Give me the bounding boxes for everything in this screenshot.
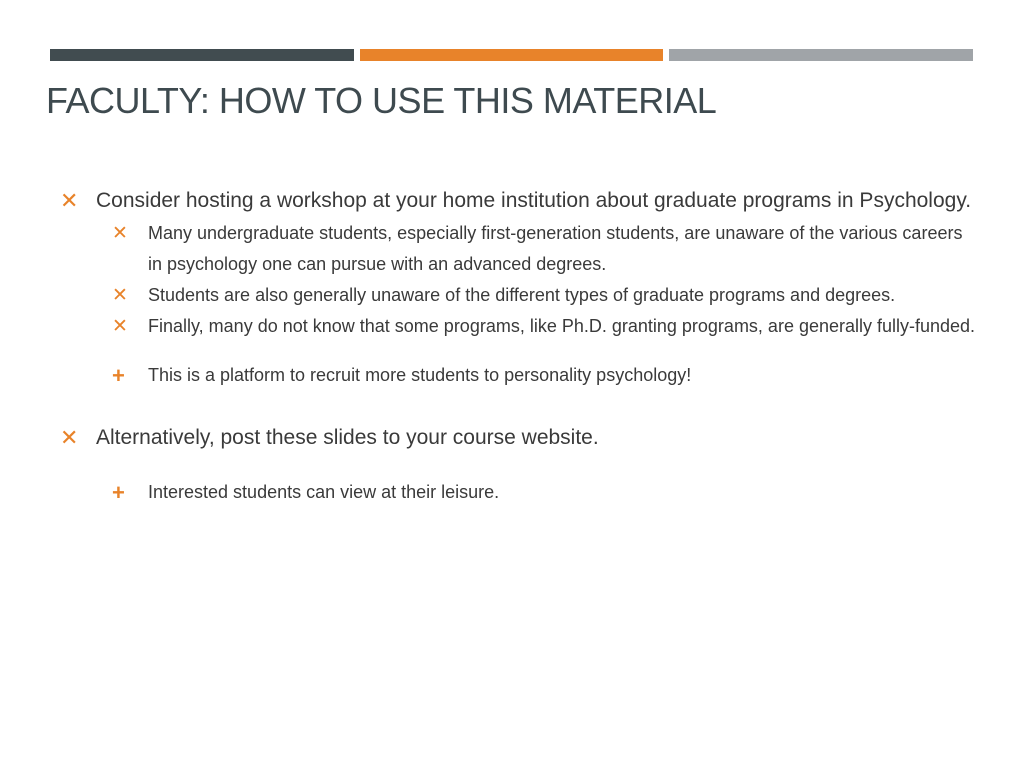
x-mark-icon: ✕ [112,223,128,244]
x-mark-icon: ✕ [60,425,79,450]
top-accent-bar [50,49,973,61]
sub-bullet-text: Finally, many do not know that some programs, like Ph.D. granting programs, are generally fully-funded. [148,316,976,336]
sub-bullet-program-types [112,280,980,311]
sub-bullet-text: Students are also generally unaware of the different types of graduate programs and degrees. [148,285,896,305]
plus-icon: + [112,363,125,388]
slide-content [60,184,980,508]
bullet-course-website [60,421,980,455]
x-mark-icon: ✕ [60,188,79,213]
bullet-text: Consider hosting a workshop at your home institution about graduate programs in Psychology. [96,189,972,212]
slide-title: FACULTY: HOW TO USE THIS MATERIAL [46,80,717,121]
accent-segment-gray [669,49,973,61]
sub-bullet-careers [112,218,980,280]
sub-bullet-funding [112,311,980,342]
sub-bullet-text: Many undergraduate students, especially first-generation students, are unaware of the various careers in psychology one can pursue with an advanced degrees. [148,223,963,274]
plus-icon: + [112,480,125,505]
x-mark-icon: ✕ [112,316,128,337]
sub-bullet-leisure [112,477,980,508]
bullet-text: Alternatively, post these slides to your course website. [96,426,599,449]
x-mark-icon: ✕ [112,285,128,306]
sub-bullet-text: This is a platform to recruit more students to personality psychology! [148,365,692,385]
sub-bullet-text: Interested students can view at their leisure. [148,482,500,502]
bullet-workshop [60,184,980,218]
sub-bullet-recruit [112,360,980,391]
accent-segment-dark [50,49,354,61]
accent-segment-orange [360,49,664,61]
